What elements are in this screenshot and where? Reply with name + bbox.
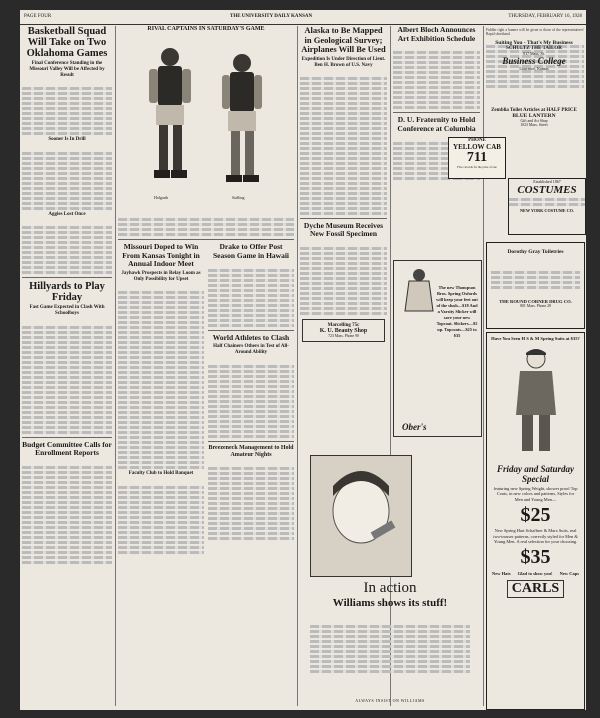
costumes-title: COSTUMES [517,184,577,196]
small-head: Aggies Lost Once [48,211,86,217]
article-text [208,358,294,437]
basketball-players-photo [118,35,294,210]
subhead-hillyards: Fast Game Expected in Clash With Schoolboys [29,305,105,317]
ober-logo-text: Ober's [402,422,427,432]
cab-number: 711 [466,150,488,165]
article-text [22,460,112,564]
college-city: Lawrence, Kansas [519,66,549,71]
fiddler-text: Fiddler right a banner will be given to those of the representatives' Rapid shorthand. [486,28,584,37]
subcolumn-right [208,243,294,555]
headline-budget: Budget Committee Calls for Enrollment Reports [22,439,112,458]
headline-albert-bloch: Albert Bloch Announces Art Exhibition Schedule [397,26,476,43]
small-head: Faculty Club to Hold Banquet [128,471,194,477]
williams-tagline: ALWAYS INSIST ON WILLIAMS [355,698,425,703]
photo-caption-head: RIVAL CAPTAINS IN SATURDAY'S GAME [147,26,265,32]
small-head: Sooner Is In Drill [48,137,86,143]
paper-name: THE UNIVERSITY DAILY KANSAN [230,14,313,19]
captains-photo [118,35,294,210]
ad-yellow-cab [448,137,506,179]
subhead-alaska: Expedition Is Under Direction of Lieut. Ben H. Brown of U.S. Navy [301,56,386,68]
issue-date: THURSDAY, FEBRUARY 16, 1928 [508,14,582,19]
headline-basketball: Basketball Squad Will Take on Two Oklahoma Games [26,26,108,59]
subhead-missouri: Jayhawk Prospects in Relay Loom as Only Possibility for Upset [121,270,201,282]
page-number: PAGE FOUR [24,14,52,19]
college-name: Business College [502,56,566,66]
headline-dyche: Dyche Museum Receives New Fossil Specimen [303,220,384,239]
ad-schultz-tailor [486,40,582,85]
man-shaving-illustration [311,456,411,576]
carls-special-text: featuring new Spring Weight, shower proof Top Coats, in new colors and patterns, Styles for Men and Young Men— [493,486,578,502]
round-corner-name: THE ROUND CORNER DRUG CO. [499,299,572,305]
article-text [208,262,294,326]
column-rule [483,26,484,706]
carls-logo: CARLS [507,580,564,598]
article-text [118,479,204,553]
article-text [118,285,204,469]
photo-caption-text [118,212,294,236]
dorothy-gray-head: Dorothy Gray Toiletries [507,249,564,255]
headline-hillyards: Hillyards to Play Friday [29,281,105,304]
williams-headline: In action [363,580,417,596]
ad-round-corner-drug [486,242,585,329]
blue-lantern-sub: Gift and Art Shop [520,119,548,123]
subhead-world-athletes: Half Chainers Others in Test of All-Around Ability [213,344,289,356]
article-text [487,265,584,289]
williams-text [310,619,470,675]
subcolumn-left [118,243,204,555]
carls-new-hats: New Hats [492,571,511,577]
tailor-headline: Suiting You - That's My Business [495,40,573,46]
blue-lantern-address: 1023 Mass. Street [520,123,548,127]
round-corner-address: 801 Mass. Phone 28 [520,304,551,309]
column-sports [22,26,112,706]
headline-alaska: Alaska to Be Mapped in Geological Survey; Airplanes Will Be Used [301,26,386,54]
man-in-suit-illustration [506,345,566,455]
article-text [22,145,112,209]
ad-beauty-shop [302,319,385,342]
newspaper-page [20,10,586,710]
carls-special-head: Friday and Saturday Special [496,464,574,484]
left-player-name: Holgarth [154,195,169,200]
headline-drake: Drake to Offer Post Season Game in Hawaii [212,242,290,260]
carls-price-1: $25 [520,504,551,527]
ad-blue-lantern [486,108,582,136]
headline-breezeneck: Breezeneck Management to Hold Amateur Nights [208,444,294,458]
article-text [22,220,112,274]
column-rule [115,26,116,706]
ad-carls [486,332,585,710]
headline-fraternity: D. U. Fraternity to Hold Conference at Columbia [397,115,476,133]
cab-phone-label: PHONE [468,138,486,143]
right-player-name: Stalling [232,195,245,200]
costumes-established: Established 1867 [533,179,561,184]
carls-new-spring-text: New Spring Hart Schaffner & Marx Suits, real two-trouser patterns, correctly styled for Men & Young Men. A real selection for your choosing. [493,528,578,545]
beauty-shop-name: K. U. Beauty Shop [319,328,368,335]
williams-portrait [310,455,412,577]
carls-glad: Glad to show you! [517,571,553,577]
ad-ober-shoes [393,260,482,437]
carls-price-2: $35 [520,546,551,569]
ad-shoe-text: The new Thompson Bros. Spring Oxfords will keep your feet out of the slush—$18 And a Varsity Slicker will save your new Topcoat. Slickers—$5 up. Topcoats—$25 to $35 [436,285,478,338]
tailor-name: SCHULTZ THE TAILOR [506,46,562,51]
article-text [208,461,294,540]
cab-subline: Five can ride for the price of one [457,165,497,169]
toilet-articles-head: Zemblia Toilet Articles at HALF PRICE [491,108,577,113]
article-text [300,241,387,315]
blue-lantern-name: BLUE LANTERN [512,113,556,119]
ad-costumes [508,178,586,235]
beauty-shop-address: 723 Mass. Phone 90 [328,334,359,339]
headline-world-athletes: World Athletes to Clash [212,332,290,342]
article-text [22,81,112,135]
slicker-illustration [399,267,439,312]
article-text [300,71,387,215]
column-captains [118,26,294,706]
marcel-price: 75c [352,323,360,329]
column-rule [297,26,298,706]
ad-williams [300,455,480,710]
williams-subhead: Williams shows its stuff! [332,597,448,609]
subhead-basketball: Final Conference Standing in the Missouri Valley Will be Affected by Result [29,61,105,78]
article-text [22,319,112,433]
carls-new-caps: New Caps [559,571,579,577]
costumes-company: NEW YORK COSTUME CO. [520,208,574,213]
masthead [20,10,586,25]
cab-name: YELLOW CAB [453,143,501,151]
tailor-address: 917 Mass. St. [523,51,545,56]
article-text [393,45,480,109]
carls-seen-head: Have You Seen H S & M Spring Suits at $35? [491,336,580,341]
marcel-label: Marcelling [327,323,351,329]
headline-missouri: Missouri Doped to Win From Kansas Tonight in Annual Indoor Meet [122,242,200,269]
